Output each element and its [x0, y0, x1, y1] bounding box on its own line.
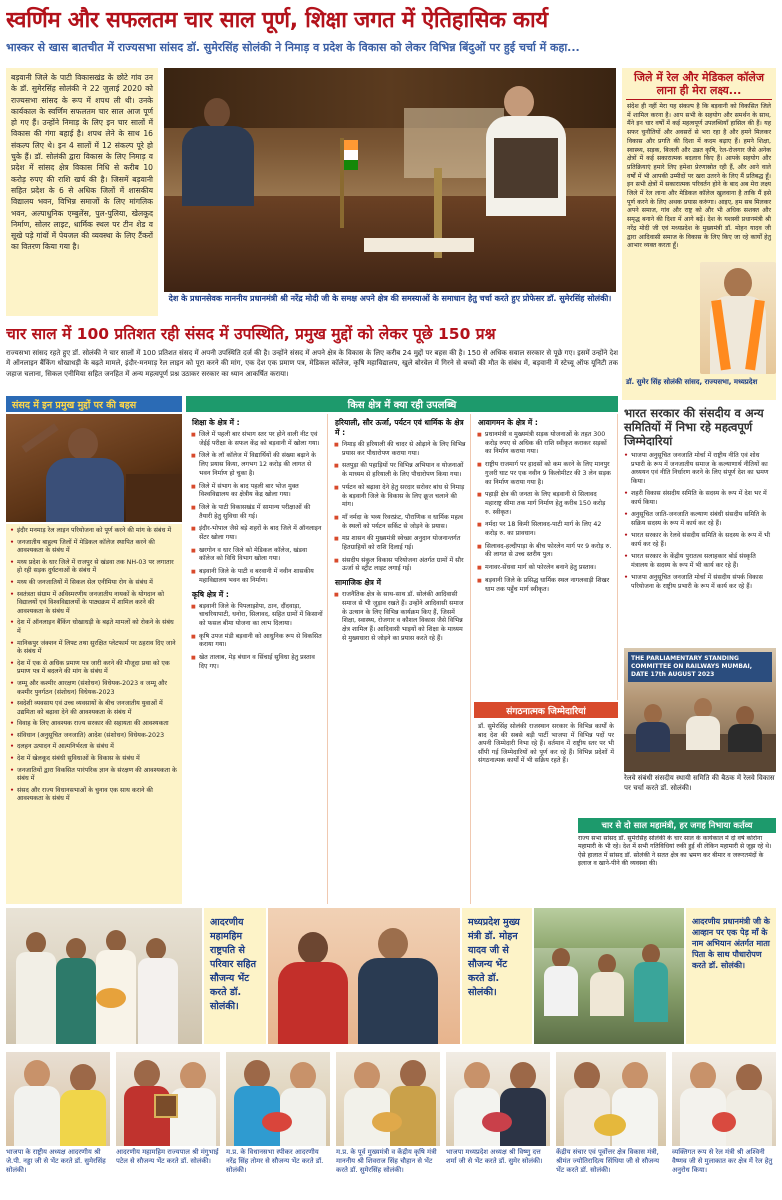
list-item: • जनजातियों द्वारा विकसित पारंपरिक ज्ञान के संरक्षण की आवश्यकता के संबंध में	[10, 767, 178, 784]
column-transport	[474, 414, 618, 700]
portrait-photo	[700, 262, 776, 374]
list-item: ■ सतपुड़ा की पहाड़ियों पर विभिन्न अभियान व योजनाओं के माध्यम से हरियाली के लिए पौधारोपण किया गया।	[331, 462, 470, 479]
president-meeting-photo	[6, 908, 202, 1044]
covid-section-title: चार से दो साल महामंत्री, हर जगह निभाया कर्तव्य	[578, 818, 776, 833]
list-item: ■ खरगोन व धार जिले को मेडिकल कॉलेज, खंडवा कॉलेज को विधि विभाग खोला गया।	[188, 547, 327, 564]
page-headline: स्वर्णिम और सफलतम चार साल पूर्ण, शिक्षा जगत में ऐतिहासिक कार्य	[6, 8, 548, 33]
list-item: • विवाह के लिए आवश्यक राज्य सरकार की सहायता की आवश्यकता	[10, 720, 178, 729]
list-item: • जम्मू और कश्मीर आरक्षण (संशोधन) विधेयक-2023 व जम्मू और कश्मीर पुनर्गठन (संशोधन) विधेयक-2023	[10, 680, 178, 697]
list-item: ■ माँ नर्मदा के भव्य रिवरफ्रंट, पौराणिक व धार्मिक महत्व के स्थलों को पर्यटन सर्किट से जोड़ने के प्रयास।	[331, 514, 470, 531]
column-heading: आवागमन के क्षेत्र में :	[478, 418, 538, 427]
list-item: • देश में ऑनलाइन बैंकिंग धोखाधड़ी के बढ़ते मामलों को रोकने के संबंध में	[10, 619, 178, 636]
thumb-caption: व्यक्तिगत रूप से रेल मंत्री श्री अश्विनी वैष्णव जी से मुलाकात कर क्षेत्र में रेल हेतु अनुरोध किया।	[672, 1148, 773, 1175]
list-item: • दलहन उत्पादन में आत्मनिर्भरता के संबंध में	[10, 743, 178, 752]
committee-caption: रेलवे संबंधी संसदीय स्थायी समिति की बैठक में रेलवे विकास पर चर्चा करते डॉ. सोलंकी।	[624, 774, 775, 792]
thumb-caption: म.प्र. के पूर्व मुख्यमंत्री व केंद्रीय कृषि मंत्री माननीय श्री शिवराज सिंह चौहान से भेंट करते डॉ. सुमेरसिंह सोलंकी।	[336, 1148, 437, 1175]
list-item: ■ पहाड़ी क्षेत्र की जनता के लिए बड़वानी से सिलावद महाराष्ट्र सीमा तक मार्ग निर्माण हेतु करीब 150 करोड़ रु. स्वीकृत।	[474, 491, 617, 517]
list-item: ■ जिले के लॉ कॉलेज में विद्यार्थियों की संख्या बढ़ाने के लिए प्रयास किया, लगभग 12 करोड़ की लागत से भवन निर्माण हो चुका है।	[188, 452, 327, 478]
list-item: • भाजपा अनुसूचित जनजाति मोर्चा में संसदीय संपर्क विकास परियोजना के राष्ट्रीय प्रभारी के रूप में कार्य कर रहे हैं।	[622, 574, 776, 591]
committee-meeting-photo	[624, 648, 776, 772]
list-item: • भाजपा अनुसूचित जनजाति मोर्चा में राष्ट्रीय नीति एवं शोध प्रभारी के रूप में जनजातीय समाज के कल्याणार्थ नीतियों का अध्ययन एवं नीति निर्धारण करने के लिए संपूर्ण देश का भ्रमण किया।	[622, 452, 776, 486]
thumb-photo-6	[556, 1052, 666, 1146]
signature: डॉ. सुमेर सिंह सोलंकी सांसद, राज्यसभा, मध्यप्रदेश	[626, 378, 758, 386]
thumb-photo-5	[446, 1052, 550, 1146]
thumb-photo-2	[116, 1052, 220, 1146]
list-item: • भारत सरकार के केंद्रीय पुरातत्व सलाहकार बोर्ड संस्कृति मंत्रालय के सदस्य के रूप में भी कार्य कर रहे हैं।	[622, 553, 776, 570]
list-item: ■ राजनैतिक क्षेत्र के साथ-साथ डॉ. सोलंकी आदिवासी समाज से भी जुड़ाव रखते हैं। उन्होंने आदिवासी समाज के उत्थान के लिए विभिन्न कार्यक्रम किए हैं, जिसमें शिक्षा, स्वास्थ्य, रोजगार व कौशल विकास जैसे विभिन्न क्षेत्र शामिल हैं। आदिवासी भाइयों को शिक्षा के माध्यम से मुख्यधारा से जोड़ने का प्रयास करते रहे हैं।	[331, 591, 470, 643]
thumb-caption: आदरणीय महामहिम राज्यपाल श्री मंगुभाई पटेल से सौजन्य भेंट करते डॉ. सोलंकी।	[116, 1148, 219, 1166]
list-item: • देश में खेलकूद संबंधी सुविधाओं के विकास के संबंध में	[10, 755, 178, 764]
intro-text: बड़वानी जिले के पाटी विकासखंड के छोटे गांव उन के डॉ. सुमेरसिंह सोलंकी ने 22 जुलाई 2020 को राज्यसभा सांसद के रूप में शपथ ली थी। उनके कार्यकाल के स्वर्णिम सफलतम चार साल आज पूर्ण हो गए हैं। उन्होंने निमाड़ के लिए इन चार सालों में विकास की गंगा बहाई है। शपथ लेने के साथ 16 संकल्प लिए थे। इन 4 सालों में 12 संकल्प पूरे हो चुके हैं। डॉ. सोलंकी द्वारा विकास के लिए निमाड़ व प्रदेश में सांसद क्षेत्र विकास निधि से करीब 10 करोड़ रुपए की राशि खर्च की है। जिसमें बड़वानी सहित प्रदेश के 6 से अधिक जिलों में शासकीय विद्यालय भवन, विभिन्न समाजों के लिए मांगलिक भवन, अल्पाधुनिक एम्बुलेंस, पुल-पुलिया, खेलकूद निर्माण, सोलर लाइट, धार्मिक स्थल पर टीन शेड व सूखे पड़े गांवों में पेयजल की व्यवस्था के लिए टैंकरों का वितरण किया गया है।	[6, 68, 158, 316]
list-item: ■ इंदौर-भोपाल जैसे बड़े शहरों के बाद जिले में ऑनलाइन सेंटर खोला गया।	[188, 525, 327, 542]
column-heading: शिक्षा के क्षेत्र में :	[192, 418, 240, 427]
debate-issues-list	[6, 524, 182, 904]
committee-banner: THE PARLIAMENTARY STANDING COMMITTEE ON RAILWAYS MUMBAI, DATE 17th AUGUST 2023	[628, 652, 772, 682]
list-item: • संविधान (अनुसूचित जनजाति) आदेश (संशोधन) विधेयक-2023	[10, 732, 178, 741]
list-item: • भारत सरकार के रेलवे संसदीय समिति के सदस्य के रूप में भी कार्य कर रहे हैं।	[622, 532, 776, 549]
committees-title: भारत सरकार की संसदीय व अन्य समितियों में निभा रहे महत्वपूर्ण जिम्मेदारियां	[624, 406, 764, 448]
list-item: • मध्य प्रदेश के धार जिले में राजपुर से खंडवा तक NH-03 पर लगातार हो रही सड़क दुर्घटनाओं के संबंध में	[10, 559, 178, 576]
list-item: ■ बड़वानी जिले के पाटी व बरवानी में नवीन शासकीय महाविद्यालय भवन का निर्माण।	[188, 568, 327, 585]
achievements-title: किस क्षेत्र में क्या रही उपलब्धि	[186, 396, 618, 412]
thumb-caption: भाजपा मध्यप्रदेश अध्यक्ष श्री विष्णु दत्त शर्मा जी से भेंट करते डॉ. सुमेर सोलंकी।	[446, 1148, 543, 1166]
list-item: ■ जिले के पाटी विकासखंड में सामान्य परीक्षाओं की तैयारी हेतु सुविधा की गई।	[188, 504, 327, 521]
list-item: • मध्य की जनजातियों में सिकल सेल एनीमिया रोग के संबंध में	[10, 579, 178, 588]
list-item: • स्वदेशी व्यवसाय एवं उच्च व्यवसायों के बीच जनजातीय युवाओं में उद्यमिता को बढ़ावा देने की आवश्यकता के संबंध में	[10, 700, 178, 717]
list-item: ■ निमाड़ की हरियाली की चादर से ओढ़ाने के लिए विभिन्न प्रयास कर पौधारोपण कराया गया।	[331, 441, 470, 458]
list-item: ■ सिलावद-हल्दीपाड़ा के बीच फोरलेन मार्ग पर 9 करोड़ रु. की लागत से उच्च स्तरीय पुल।	[474, 543, 617, 560]
list-item: ■ मनावर-सेंधवा मार्ग को फोरलेन बनाने हेतु प्रस्ताव।	[474, 564, 617, 573]
list-item: ■ राष्ट्रीय राजमार्ग पर हादसों को कम करने के लिए मानपुर गुजरी घाट पर एक नवीन 9 किलोमीटर की 3 लेन सड़क का निर्माण कराया गया है।	[474, 461, 617, 487]
list-item: ■ जिले में पहली बार संभाग स्तर पर होने वाली नीट एवं जेईई परीक्षा के सफल केंद्र को बड़वानी में खोला गया।	[188, 431, 327, 448]
list-item: • जनजातीय बाहुल्य जिलों में मेडिकल कॉलेज स्थापित करने की आवश्यकता के संबंध में	[10, 539, 178, 556]
thumb-photo-7	[672, 1052, 776, 1146]
sub-headline: भास्कर से खास बातचीत में राज्यसभा सांसद डॉ. सुमेरसिंह सोलंकी ने निमाड़ व प्रदेश के विकास को लेकर विभिन्न बिंदुओं पर हुई चर्चा में कहा...	[6, 41, 580, 54]
gallery-caption-cm: मध्यप्रदेश मुख्य मंत्री डॉ. मोहन यादव जी से सौजन्य भेंट करते डॉ. सोलंकी।	[462, 908, 532, 1044]
thumb-caption: म.प्र. के विधानसभा स्पीकर आदरणीय नरेंद्र सिंह तोमर से सौजन्य भेंट करते डॉ. सोलंकी।	[226, 1148, 324, 1175]
column-heading: सामाजिक क्षेत्र में	[335, 578, 381, 588]
section-attendance-text: राज्यसभा सांसद रहते हुए डॉ. सोलंकी ने चार सालों में 100 प्रतिशत संसद में अपनी उपस्थिति दर्ज की है। उन्होंने संसद में अपने क्षेत्र के विकास के लिए करीब 24 मुद्दों पर बहस की है। 150 से अधिक सवाल सरकार से पूछे गए। इसमें उन्होंने देश में ऑनलाइन बैंकिंग धोखाधड़ी के बढ़ते मामले, इंदौर-मनमाड़ रेल लाइन को पूरा करने की मांग, एक देश एक प्रमाण पत्र, मेडिकल कॉलेज, कृषि महाविद्यालय, खुले बोरवेल में गिरने से बच्चों की मौत के संबंध में, बड़वानी में स्टेच्यू ऑफ यूनिटी तक जहाज चलाना, सिकल एनीमिया सहित जनहित में अन्य महत्वपूर्ण प्रश्न उठाकर सरकार का ध्यान आकर्षित कराया।	[6, 349, 618, 378]
thumb-photo-1	[6, 1052, 110, 1146]
thumb-photo-4	[336, 1052, 440, 1146]
column-education	[188, 414, 328, 904]
list-item: ■ मप्र शासन की मुख्यमंत्री स्वेच्छा अनुदान योजनान्तर्गत हितग्राहियों को राशि दिलाई गई।	[331, 535, 470, 552]
list-item: • अनुसूचित जाति-जनजाति कल्याण संबंधी संसदीय समिति के सक्रिय सदस्य के रूप में कार्य कर रहे हैं।	[622, 511, 776, 528]
organisational-title: संगठनात्मक जिम्मेदारियां	[474, 702, 618, 718]
list-item: • स्वतंत्रता संग्राम में अविस्मरणीय जनजातीय नायकों के योगदान को विद्यालयों एवं विश्वविद्यालयों के पाठ्यक्रम में शामिल करने की आवश्यकता के संबंध में	[10, 591, 178, 617]
thumb-caption: भाजपा के राष्ट्रीय अध्यक्ष आदरणीय श्री जे.पी. नड्डा जी से भेंट करते डॉ. सुमेरसिंह सोलंकी।	[6, 1148, 106, 1175]
main-photo-caption: देश के प्रधानसेवक माननीय प्रधानमंत्री श्री नरेंद्र मोदी जी के समक्ष अपने क्षेत्र की समस्याओं के समाधान हेतु चर्चा करते हुए प्रोफेसर डॉ. सुमेरसिंह सोलंकी।	[168, 294, 612, 303]
list-item: ■ बड़वानी जिले के प्रसिद्ध धार्मिक स्थल नागलवाड़ी शिखर धाम तक पहुँच मार्ग स्वीकृत।	[474, 577, 617, 594]
list-item: ■ बड़वानी जिले के पिपलाझोपा, ठान, दौंदवाड़ा, चाचरियापाटी, धनोरा, सिलावद, सहित ग्रामों में किसानों को फसल बीमा योजना का लाभ दिलाया।	[188, 603, 327, 629]
column-heading: हरियाली, सौर ऊर्जा, पर्यटन एवं धार्मिक के क्षेत्र में :	[335, 418, 464, 437]
side-box-title: जिले में रेल और मेडिकल कॉलेज लाना ही मेरा लक्ष्य...	[626, 68, 772, 100]
list-item: ■ जिले में संभाग के बाद पहली बार भोज मुक्त विश्वविद्यालय का क्षेत्रीय केंद्र खोला गया।	[188, 483, 327, 500]
list-item: ■ नर्मदा पर 18 किमी सिलावद-पाटी मार्ग के लिए 42 करोड़ रु. का प्रावधान।	[474, 521, 617, 538]
organisational-text: डॉ. सुमेरसिंह सोलंकी राजस्थान सरकार के विभिन्न कार्यों के बाद देश की सबसे बड़ी पार्टी भाजपा में विभिन्न पदों पर अपनी जिम्मेदारी निभा रहे हैं। वर्तमान में राष्ट्रीय स्तर पर भी सौंपी गई जिम्मेदारियों को पूर्ण कर रहे हैं। विभिन्न प्रदेशों में संगठनात्मक कार्यों में भी सक्रिय रहते हैं।	[478, 723, 614, 765]
list-item: • संसद और राज्य विधानसभाओं के चुनाव एक साथ कराने की आवश्यकता के संबंध में	[10, 787, 178, 804]
list-item: • मानिकपुर जंक्शन में लिफ्ट तथा सुरक्षित प्लेटफार्म पर ठहराव दिए जाने के संबंध में	[10, 640, 178, 657]
list-item: • देश में एक से अधिक प्रमाण पत्र जारी करने की मौजूदा प्रथा को एक प्रमाण पत्र में बदलने की मांग के संबंध में	[10, 660, 178, 677]
thumb-caption: केंद्रीय संचार एवं पूर्वोत्तर क्षेत्र विकास मंत्री, श्रीमंत ज्योतिरादित्य सिंधिया जी से सौजन्य भेंट करते डॉ. सोलंकी।	[556, 1148, 660, 1175]
side-box-text: संदेश ही नहीं मेरा यह संकल्प है कि बड़वानी को विकसित जिले में शामिल करना है। आप सभी के सहयोग और समर्थन के साथ, मैंने इन चार वर्षों में कई महत्वपूर्ण उपलब्धियाँ हासिल की हैं। यह सफर चुनौतियों और अवसरों से भरा रहा है और हमने मिलकर विकास और प्रगति की दिशा में कदम बढ़ाए हैं। हमने शिक्षा, स्वास्थ्य, सड़क, बिजली और उन्नत कृषि, रेल-रोजगार जैसे अनेक क्षेत्रों में कई सकारात्मक बदलाव किए हैं। आपके सहयोग और प्रतिक्रियाएं हमारे लिए हमेशा प्रेरणास्रोत रही हैं, और आने वाले वर्षों में भी आपकी उम्मीदों पर खरा उतरने के लिए मैं प्रतिबद्ध हूँ। इन सभी क्षेत्रों में सकारात्मक परिवर्तन होने के बाद अब मेरा लक्ष्य जिले में रेल लाना और मेडिकल कॉलेज खुलवाना है ताकि मैं इसे पूर्ण करने के लिए अथक प्रयास करूंगा। आइए, हम सब मिलकर अपने समाज, गांव और राष्ट्र को और भी अधिक सशक्त और समृद्ध बनाने की दिशा में आगे बढ़ें। देश के यशस्वी प्रधानमंत्री श्री नरेंद्र मोदी जी एवं मध्यप्रदेश के मुख्यमंत्री डॉ. मोहन यादव जी द्वारा आदिवासी समाज के विकास के लिए किए जा रहे कार्यों हेतु आभार व्यक्त करता हूँ।	[627, 103, 771, 250]
list-item: ■ कृषि उपज मंडी बड़वानी को आधुनिक रूप से विकसित कराया गया।	[188, 633, 327, 650]
list-item: ■ प्रधानमंत्री व मुख्यमंत्री सड़क योजनाओं के तहत 300 करोड़ रुपए से अधिक की राशि स्वीकृत कराकर सड़कों का निर्माण कराया गया।	[474, 431, 617, 457]
gallery-caption-president: आदरणीय महामहिम राष्ट्रपति से परिवार सहित सौजन्य भेंट करते डॉ. सोलंकी।	[204, 908, 266, 1044]
column-heading: कृषि क्षेत्र में :	[192, 589, 229, 599]
cm-meeting-photo	[268, 908, 460, 1044]
covid-section-text: राज्य सभा सांसद डॉ. सुमेरसिंह सोलंकी के चार साल के कार्यकाल में दो वर्ष कोरोना महामारी के भी रहे। देश में सभी गतिविधियां रुकी हुई थी लेकिन महामारी से जूझ रहे थे। ऐसे हालात में सांसद डॉ. सोलंकी ने सतत क्षेत्र का भ्रमण कर बीमार व जरूरतमंदों के इलाज व खाने-पीने की व्यवस्था की।	[578, 835, 776, 905]
parliament-speech-photo	[6, 414, 182, 522]
list-item: ■ खेत तालाब, मेड़ बंधान व सिंचाई सुविधा हेतु प्रस्ताव दिए गए।	[188, 654, 327, 671]
column-environment	[331, 414, 471, 904]
section-attendance-title: चार साल में 100 प्रतिशत रही संसद में उपस्थिति, प्रमुख मुद्दों को लेकर पूछे 150 प्रश्न	[6, 325, 496, 343]
list-item: • इंदौर मनमाड़ रेल लाइन परियोजना को पूर्ण करने की मांग के संबंध में	[10, 527, 178, 536]
list-item: ■ संसदीय संकुल विकास परियोजना अंतर्गत ग्रामों में सौर ऊर्जा से स्ट्रीट लाइट लगाई गई।	[331, 557, 470, 574]
gallery-caption-plantation: आदरणीय प्रधानमंत्री जी के आव्हान पर एक पेड़ माँ के नाम अभियान अंतर्गत माता पिता के साथ पौधारोपण करते डॉ. सोलंकी।	[686, 908, 776, 1044]
main-photo-pm-meeting	[164, 68, 616, 292]
tree-plantation-photo	[534, 908, 684, 1044]
thumb-photo-3	[226, 1052, 330, 1146]
debate-issues-title: संसद में इन प्रमुख मुद्दों पर की बहस	[6, 396, 182, 412]
list-item: • शहरी विकास संसदीय समिति के सदस्य के रूप में देश भर में कार्य किया।	[622, 490, 776, 507]
list-item: ■ पर्यटन को बढ़ावा देने हेतु सरदार सरोवर बांध से निमाड़ के बड़वानी जिले के विकास के लिए क्रूज चलाने की मांग।	[331, 484, 470, 510]
committees-section	[622, 404, 776, 644]
